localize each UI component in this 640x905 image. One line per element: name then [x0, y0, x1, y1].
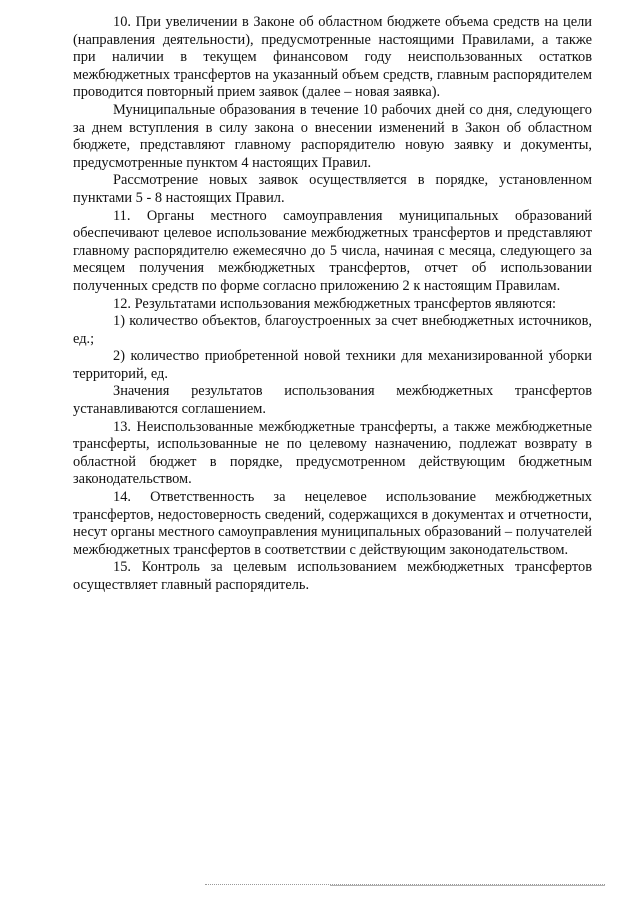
paragraph-14: 14. Ответственность за нецелевое использование межбюджетных трансфертов, недостоверность сведений, содержащихся в документах и отчетности, несут органы местного самоуправления муниципальных образований – получателей межбюджетных трансфертов в соответствии с действующим законодательством.: [73, 489, 593, 558]
paragraph-12-item-1: 1) количество объектов, благоустроенных за счет внебюджетных источников, ед.;: [73, 313, 592, 347]
paragraph-10-review-order: Рассмотрение новых заявок осуществляется в порядке, установленном пунктами 5 - 8 настоящих Правил.: [73, 172, 592, 206]
paragraph-15: 15. Контроль за целевым использованием межбюджетных трансфертов осуществляет главный распорядитель.: [73, 559, 592, 593]
document-body: [73, 14, 592, 595]
paragraph-12-values: Значения результатов использования межбюджетных трансфертов устанавливаются соглашением.: [73, 383, 592, 418]
paragraph-10: 10. При увеличении в Законе об областном бюджете объема средств на цели (направления деятельности), предусмотренные настоящими Правилами, а также при наличии в текущем финансовом году неиспользованных остатков межбюджетных трансфертов на указанный объем средств, главным распорядителем проводится повторный прием заявок (далее – новая заявка).: [73, 14, 592, 101]
paragraph-12: 12. Результатами использования межбюджетных трансфертов являются:: [113, 295, 557, 312]
paragraph-13: 13. Неиспользованные межбюджетные трансферты, а также межбюджетные трансферты, использованные не по целевому назначению, подлежат возврату в областной бюджет в порядке, предусмотренном действующим бюджетным законодательством.: [73, 418, 592, 488]
paragraph-12-item-2: 2) количество приобретенной новой техники для механизированной уборки территорий, ед.: [73, 348, 592, 382]
paragraph-10-municipal-deadline: Муниципальные образования в течение 10 рабочих дней со дня, следующего за днем вступления в силу закона о внесении изменений в Закон об областном бюджете, представляют главному распорядителю новую заявку и документы, предусмотренные пунктом 4 настоящих Правил.: [73, 101, 592, 171]
paragraph-11: 11. Органы местного самоуправления муниципальных образований обеспечивают целевое использование межбюджетных трансфертов и представляют главному распорядителю ежемесячно до 5 числа, начиная с месяца, следующего за месяцем получения межбюджетных трансфертов, отчет об использовании полученных средств по форме согласно приложению 2 к настоящим Правилам.: [73, 207, 592, 294]
footer-solid-rule: [330, 885, 605, 886]
